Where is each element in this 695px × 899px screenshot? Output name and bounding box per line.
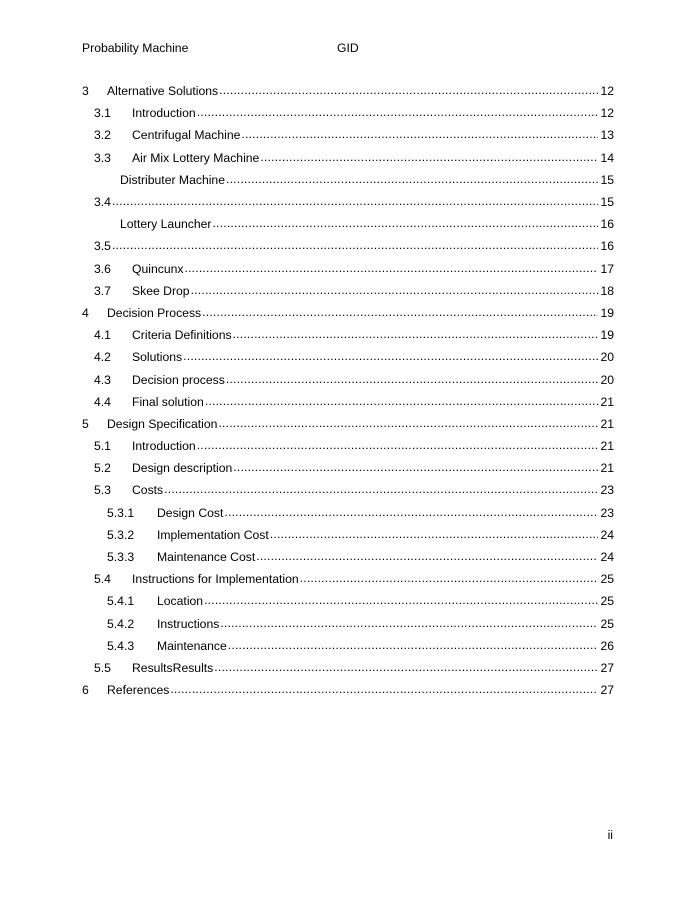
page-number: ii bbox=[607, 828, 613, 842]
toc-dot-leader bbox=[220, 617, 598, 631]
toc-entry-title: Implementation Cost bbox=[157, 527, 269, 542]
toc-entry-page: 24 bbox=[600, 550, 614, 565]
toc-entry-page: 23 bbox=[600, 483, 614, 498]
toc-entry-page: 19 bbox=[600, 328, 614, 343]
toc-dot-leader bbox=[256, 550, 598, 564]
toc-entry-page: 21 bbox=[600, 439, 614, 454]
toc-entry-number: 5.4 bbox=[94, 572, 111, 587]
toc-entry[interactable] bbox=[82, 258, 614, 280]
toc-entry-number: 3.5 bbox=[94, 239, 111, 254]
toc-entry[interactable] bbox=[82, 280, 614, 302]
toc-entry[interactable] bbox=[82, 435, 614, 457]
toc-entry-page: 12 bbox=[600, 106, 614, 121]
toc-entry[interactable] bbox=[82, 80, 614, 102]
toc-entry-title: Instructions for Implementation bbox=[132, 572, 299, 587]
toc-dot-leader bbox=[219, 84, 598, 98]
toc-entry-title: Final solution bbox=[132, 394, 204, 409]
toc-dot-leader bbox=[300, 572, 599, 586]
toc-entry-page: 14 bbox=[600, 150, 614, 165]
toc-entry-page: 15 bbox=[600, 172, 614, 187]
toc-entry-page: 21 bbox=[600, 394, 614, 409]
toc-dot-leader bbox=[218, 417, 598, 431]
toc-entry-title: Location bbox=[157, 594, 204, 609]
toc-dot-leader bbox=[241, 128, 598, 142]
toc-entry-number: 5.3.3 bbox=[107, 550, 135, 565]
toc-entry-page: 15 bbox=[600, 195, 614, 210]
toc-entry-page: 24 bbox=[600, 527, 614, 542]
toc-entry-page: 12 bbox=[600, 84, 614, 99]
toc-entry[interactable] bbox=[82, 191, 614, 213]
toc-entry[interactable] bbox=[82, 124, 614, 146]
toc-entry[interactable] bbox=[82, 368, 614, 390]
toc-entry-title: Maintenance Cost bbox=[157, 550, 256, 565]
toc-entry-number: 3.6 bbox=[94, 261, 111, 276]
toc-entry-title: ResultsResults bbox=[132, 660, 214, 675]
toc-entry[interactable] bbox=[82, 546, 614, 568]
toc-dot-leader bbox=[233, 461, 598, 475]
toc-entry-number: 5.5 bbox=[94, 660, 111, 675]
toc-dot-leader bbox=[226, 173, 598, 187]
toc-entry-page: 25 bbox=[600, 616, 614, 631]
toc-entry-number: 5 bbox=[82, 416, 89, 431]
toc-dot-leader bbox=[112, 239, 598, 253]
toc-dot-leader bbox=[185, 262, 599, 276]
toc-entry-number: 5.3.1 bbox=[107, 505, 135, 520]
toc-entry-number: 3.4 bbox=[94, 195, 111, 210]
toc-dot-leader bbox=[202, 306, 598, 320]
toc-dot-leader bbox=[270, 528, 599, 542]
toc-entry-page: 21 bbox=[600, 461, 614, 476]
toc-entry[interactable] bbox=[82, 413, 614, 435]
toc-entry-title: Costs bbox=[132, 483, 164, 498]
toc-entry-page: 17 bbox=[600, 261, 614, 276]
toc-dot-leader bbox=[212, 217, 598, 231]
toc-entry-title: Introduction bbox=[132, 106, 196, 121]
toc-entry[interactable] bbox=[82, 613, 614, 635]
toc-dot-leader bbox=[228, 639, 599, 653]
toc-entry[interactable] bbox=[82, 147, 614, 169]
toc-entry-page: 19 bbox=[600, 305, 614, 320]
toc-entry-number: 5.4.3 bbox=[107, 638, 135, 653]
toc-entry-number: 5.4.1 bbox=[107, 594, 135, 609]
toc-entry-number: 4.1 bbox=[94, 328, 111, 343]
toc-dot-leader bbox=[112, 195, 598, 209]
toc-entry-page: 13 bbox=[600, 128, 614, 143]
toc-entry-title: Centrifugal Machine bbox=[132, 128, 241, 143]
toc-entry[interactable] bbox=[82, 479, 614, 501]
toc-entry[interactable] bbox=[82, 679, 614, 701]
toc-entry-page: 16 bbox=[600, 239, 614, 254]
toc-entry-page: 26 bbox=[600, 638, 614, 653]
table-of-contents bbox=[82, 80, 614, 701]
running-header-center: GID bbox=[337, 41, 359, 55]
toc-entry[interactable] bbox=[82, 346, 614, 368]
toc-entry[interactable] bbox=[82, 657, 614, 679]
toc-entry[interactable] bbox=[82, 102, 614, 124]
toc-entry-title: Solutions bbox=[132, 350, 183, 365]
toc-entry-title: Decision Process bbox=[107, 305, 202, 320]
toc-entry-number: 3.7 bbox=[94, 283, 111, 298]
toc-entry-title: Design Cost bbox=[157, 505, 224, 520]
toc-entry[interactable] bbox=[82, 391, 614, 413]
toc-entry-title: Maintenance bbox=[157, 638, 227, 653]
toc-entry-page: 20 bbox=[600, 350, 614, 365]
toc-entry-title: Design Specification bbox=[107, 416, 218, 431]
toc-entry-number: 3.2 bbox=[94, 128, 111, 143]
toc-entry-page: 23 bbox=[600, 505, 614, 520]
toc-dot-leader bbox=[170, 683, 598, 697]
toc-entry-number: 3.3 bbox=[94, 150, 111, 165]
toc-entry-title: Quincunx bbox=[132, 261, 184, 276]
toc-entry-number: 3.1 bbox=[94, 106, 111, 121]
toc-dot-leader bbox=[260, 151, 598, 165]
toc-dot-leader bbox=[205, 395, 599, 409]
toc-dot-leader bbox=[197, 106, 599, 120]
toc-entry-page: 27 bbox=[600, 660, 614, 675]
toc-entry-title: Decision process bbox=[132, 372, 225, 387]
toc-entry[interactable] bbox=[82, 590, 614, 612]
toc-entry-page: 21 bbox=[600, 416, 614, 431]
toc-entry-number: 6 bbox=[82, 683, 89, 698]
toc-entry-number: 5.2 bbox=[94, 461, 111, 476]
running-header-title: Probability Machine bbox=[82, 41, 189, 55]
toc-entry-title: References bbox=[107, 683, 170, 698]
toc-entry-page: 16 bbox=[600, 217, 614, 232]
toc-dot-leader bbox=[226, 373, 599, 387]
toc-entry[interactable] bbox=[82, 324, 614, 346]
toc-dot-leader bbox=[197, 439, 599, 453]
toc-entry-page: 18 bbox=[600, 283, 614, 298]
toc-entry[interactable] bbox=[82, 635, 614, 657]
toc-entry-number: 5.4.2 bbox=[107, 616, 135, 631]
toc-entry[interactable] bbox=[82, 568, 614, 590]
toc-entry-title: Alternative Solutions bbox=[107, 84, 219, 99]
toc-entry-number: 5.1 bbox=[94, 439, 111, 454]
toc-entry-page: 27 bbox=[600, 683, 614, 698]
toc-entry-title: Design description bbox=[132, 461, 233, 476]
toc-dot-leader bbox=[233, 328, 599, 342]
toc-entry-title: Instructions bbox=[157, 616, 220, 631]
toc-entry-page: 25 bbox=[600, 594, 614, 609]
toc-entry-title: Lottery Launcher bbox=[120, 217, 212, 232]
toc-entry[interactable] bbox=[82, 213, 614, 235]
toc-entry-number: 4.3 bbox=[94, 372, 111, 387]
toc-entry-number: 4 bbox=[82, 305, 89, 320]
toc-dot-leader bbox=[214, 661, 598, 675]
toc-dot-leader bbox=[224, 506, 598, 520]
toc-entry[interactable] bbox=[82, 502, 614, 524]
toc-entry[interactable] bbox=[82, 524, 614, 546]
toc-entry-title: Introduction bbox=[132, 439, 196, 454]
toc-entry[interactable] bbox=[82, 457, 614, 479]
toc-entry-number: 3 bbox=[82, 84, 89, 99]
toc-entry-number: 5.3.2 bbox=[107, 527, 135, 542]
toc-entry-number: 4.2 bbox=[94, 350, 111, 365]
toc-entry-page: 20 bbox=[600, 372, 614, 387]
toc-entry-number: 4.4 bbox=[94, 394, 111, 409]
toc-entry[interactable] bbox=[82, 169, 614, 191]
toc-entry-number: 5.3 bbox=[94, 483, 111, 498]
toc-entry-title: Skee Drop bbox=[132, 283, 190, 298]
toc-entry[interactable] bbox=[82, 235, 614, 257]
toc-dot-leader bbox=[191, 284, 599, 298]
toc-dot-leader bbox=[164, 483, 598, 497]
toc-dot-leader bbox=[204, 594, 598, 608]
toc-entry-title: Distributer Machine bbox=[120, 172, 225, 187]
toc-entry-page: 25 bbox=[600, 572, 614, 587]
toc-entry-title: Criteria Definitions bbox=[132, 328, 232, 343]
toc-dot-leader bbox=[183, 350, 598, 364]
toc-entry-title: Air Mix Lottery Machine bbox=[132, 150, 260, 165]
toc-entry[interactable] bbox=[82, 302, 614, 324]
